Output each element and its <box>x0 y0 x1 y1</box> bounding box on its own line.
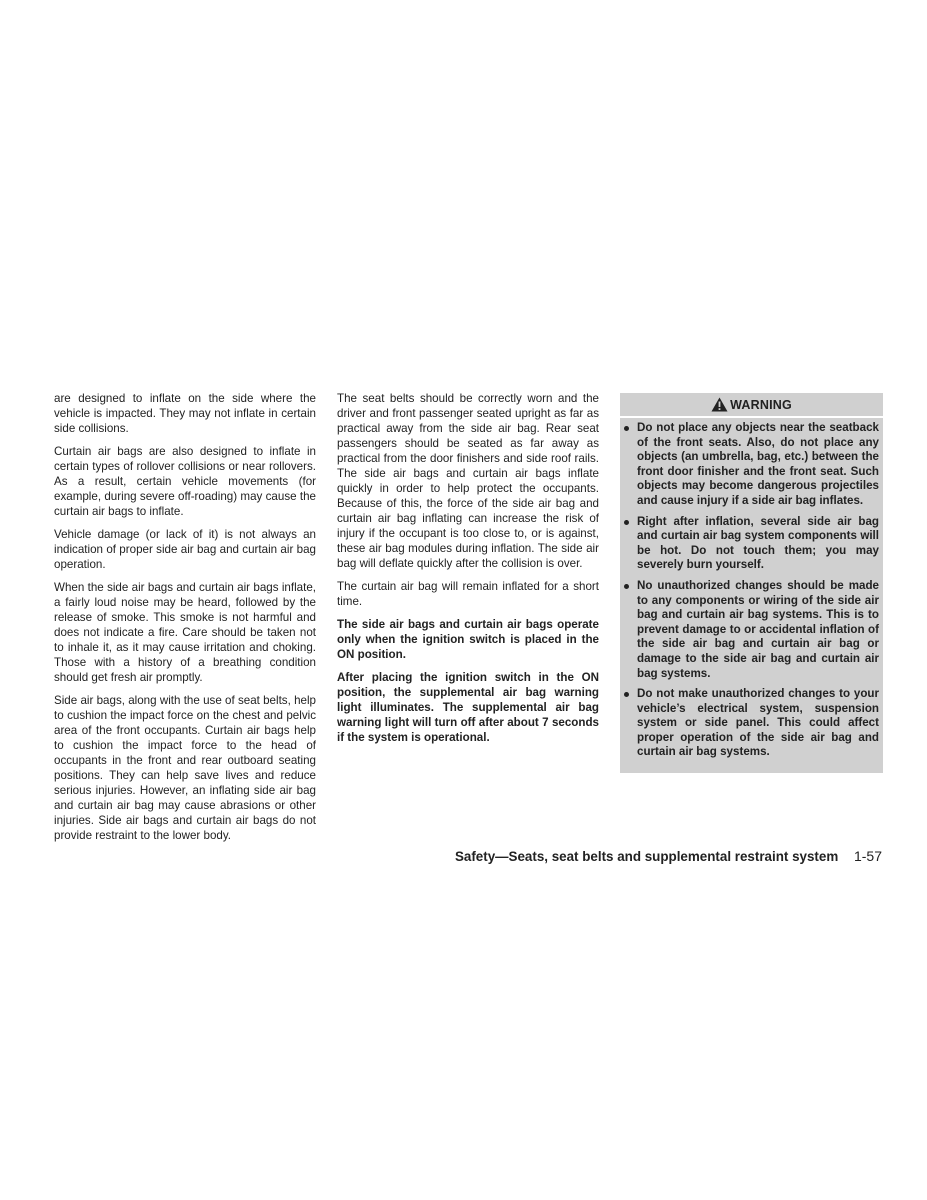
bullet-icon <box>624 584 629 589</box>
footer-section-title: Safety—Seats, seat belts and supplemental restraint system <box>454 849 839 864</box>
warning-list <box>620 418 883 760</box>
bold-note-paragraph: After placing the ignition switch in the ON position, the supplemental air bag warning light illuminates. The supplemental air bag warning light will turn off after about 7 seconds if the system is operational. <box>337 671 599 744</box>
warning-item-text: Do not place any objects near the seatback of the front seats. Also, do not place any objects (an umbrella, bag, etc.) between the front door finisher and the front seat. Such objects may become dangerous projectiles and cause injury if a side air bag inflates. <box>637 421 879 507</box>
bullet-icon <box>624 426 629 431</box>
warning-item <box>620 579 879 681</box>
warning-item-text: Do not make unauthorized changes to your vehicle’s electrical system, suspension system or side panel. This could affect proper operation of the side air bag and curtain air bag systems. <box>637 687 879 759</box>
text-column-middle <box>337 391 599 753</box>
text-column-left <box>54 391 316 851</box>
warning-item-text: Right after inflation, several side air bag and curtain air bag system components will be hot. Do not touch them; you may severely burn yourself. <box>637 514 879 572</box>
body-paragraph: Side air bags, along with the use of seat belts, help to cushion the impact force on the chest and pelvic area of the front occupants. Curtain air bags help to cushion the impact force to the head of occupants in the front and rear outboard seating positions. They can help save lives and reduce serious injuries. However, an inflating side air bag and curtain air bag may cause abrasions or other injuries. Side air bags and curtain air bags do not provide restraint to the lower body. <box>54 694 316 842</box>
body-paragraph: When the side air bags and curtain air bags inflate, a fairly loud noise may be heard, followed by the release of smoke. This smoke is not harmful and does not indicate a fire. Care should be taken not to inhale it, as it may cause irritation and choking. Those with a history of a breathing condition should get fresh air promptly. <box>54 581 316 684</box>
warning-item <box>620 421 879 509</box>
body-paragraph: Vehicle damage (or lack of it) is not always an indication of proper side air bag and curtain air bag operation. <box>54 528 316 571</box>
warning-title: WARNING <box>730 397 792 412</box>
page-footer <box>455 848 882 864</box>
page-number: 1-57 <box>853 848 882 864</box>
warning-header <box>620 393 883 418</box>
body-paragraph: The curtain air bag will remain inflated for a short time. <box>337 580 599 608</box>
body-paragraph: are designed to inflate on the side where the vehicle is impacted. They may not inflate in certain side collisions. <box>54 392 316 435</box>
body-paragraph: Curtain air bags are also designed to inflate in certain types of rollover collisions or near rollovers. As a result, certain vehicle movements (for example, during severe off-roading) may cause the curtain air bags to inflate. <box>54 445 316 518</box>
bold-note-paragraph: The side air bags and curtain air bags operate only when the ignition switch is placed in the ON position. <box>337 618 599 661</box>
warning-item <box>620 687 879 760</box>
warning-item <box>620 515 879 573</box>
warning-box <box>620 393 883 773</box>
body-paragraph: The seat belts should be correctly worn and the driver and front passenger seated upright as far as practical away from the side air bag. Rear seat passengers should be seated as far away as practical from the door finishers and side roof rails. The side air bags and curtain air bags inflate quickly in order to help protect the occupants. Because of this, the force of the side air bag and curtain air bag inflating can increase the risk of injury if the occupant is too close to, or is against, these air bag modules during inflation. The side air bag will deflate quickly after the collision is over. <box>337 392 599 570</box>
bullet-icon <box>624 692 629 697</box>
warning-item-text: No unauthorized changes should be made to any components or wiring of the side air bag and curtain air bag systems. This is to prevent damage to or accidental inflation of the side air bag and curtain air bag or damage to the side air bag and curtain air bag systems. <box>637 578 879 680</box>
bullet-icon <box>624 520 629 525</box>
warning-triangle-icon <box>711 397 728 412</box>
